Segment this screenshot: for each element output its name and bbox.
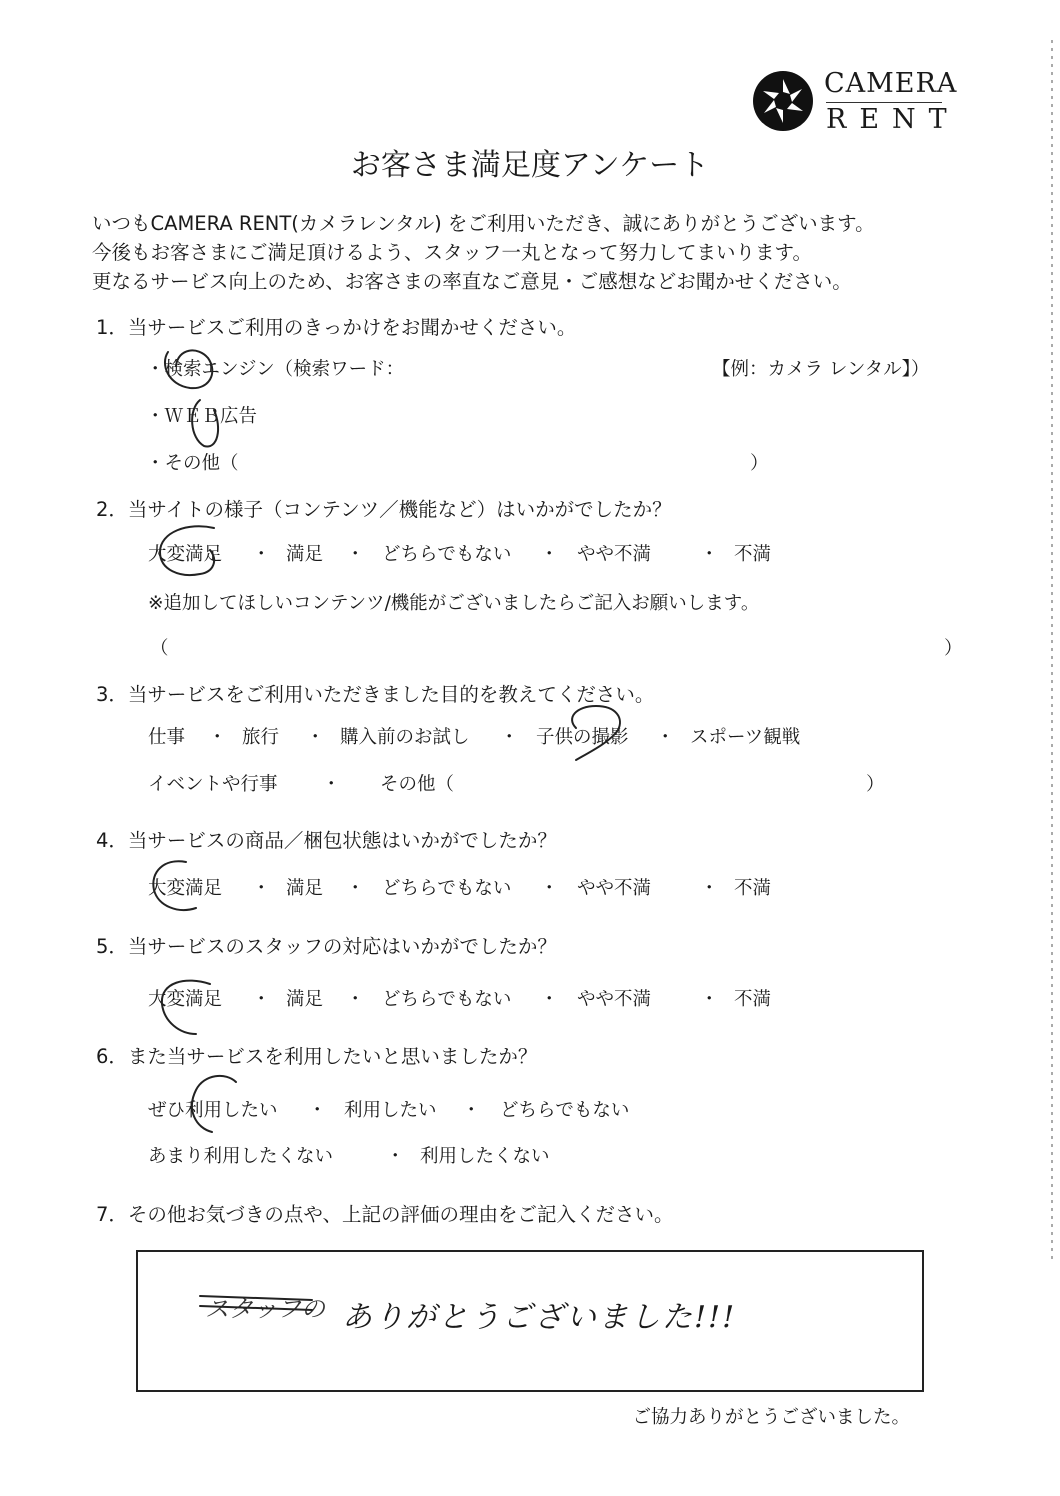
q1-other-close: ） xyxy=(750,453,769,474)
q4-option-dissatisfied[interactable]: 不満 xyxy=(734,878,772,899)
separator: ・ xyxy=(540,544,559,565)
separator: ・ xyxy=(322,774,341,795)
logo-divider xyxy=(826,102,942,103)
q2-option-very-satisfied[interactable]: 大変満足 xyxy=(148,544,223,565)
intro-line-2: 今後もお客さまにご満足頂けるよう、スタッフ一丸となって努力してまいります。 xyxy=(92,241,812,264)
q4-option-somewhat-dissatisfied[interactable]: やや不満 xyxy=(577,878,652,899)
closing-message: ご協力ありがとうございました。 xyxy=(632,1407,910,1428)
q6-option-rather-not[interactable]: あまり利用したくない xyxy=(148,1146,334,1167)
q3-option-travel[interactable]: 旅行 xyxy=(242,727,280,748)
separator: ・ xyxy=(386,1146,405,1167)
q6-option-definitely[interactable]: ぜひ利用したい xyxy=(148,1100,278,1121)
q3-option-other[interactable]: その他（ xyxy=(380,774,455,795)
q5-option-dissatisfied[interactable]: 不満 xyxy=(734,989,772,1010)
q3-option-child-photo[interactable]: 子供の撮影 xyxy=(536,727,629,748)
page-title: お客さま満足度アンケート xyxy=(350,148,710,183)
separator: ・ xyxy=(462,1100,481,1121)
q1-option-web-ad[interactable]: ・ＷＥＢ広告 xyxy=(146,406,258,427)
separator: ・ xyxy=(346,544,365,565)
q1-question: 1．当サービスご利用のきっかけをお聞かせください。 xyxy=(96,316,577,339)
separator: ・ xyxy=(656,727,675,748)
separator: ・ xyxy=(306,727,325,748)
q2-note: ※追加してほしいコンテンツ/機能がございましたらご記入お願いします。 xyxy=(148,593,760,614)
separator: ・ xyxy=(308,1100,327,1121)
q5-option-neutral[interactable]: どちらでもない xyxy=(382,989,512,1010)
q2-paren-close: ） xyxy=(944,638,963,659)
separator: ・ xyxy=(700,544,719,565)
separator: ・ xyxy=(700,989,719,1010)
q2-option-dissatisfied[interactable]: 不満 xyxy=(734,544,772,565)
q1-option-search-engine[interactable]: ・検索エンジン（検索ワード： xyxy=(146,359,405,380)
q5-question: 5．当サービスのスタッフの対応はいかがでしたか？ xyxy=(96,935,557,958)
separator: ・ xyxy=(208,727,227,748)
q2-option-neutral[interactable]: どちらでもない xyxy=(382,544,512,565)
q7-question: 7．その他お気づきの点や、上記の評価の理由をご記入ください。 xyxy=(96,1203,674,1226)
separator: ・ xyxy=(540,878,559,899)
q1-example: 【例：カメラ レンタル】） xyxy=(712,359,930,380)
q6-question: 6．また当サービスを利用したいと思いましたか？ xyxy=(96,1045,538,1068)
q2-option-satisfied[interactable]: 満足 xyxy=(286,544,324,565)
separator: ・ xyxy=(540,989,559,1010)
q2-paren-open: （ xyxy=(150,638,169,659)
q5-option-very-satisfied[interactable]: 大変満足 xyxy=(148,989,223,1010)
q3-other-close: ） xyxy=(866,774,885,795)
separator: ・ xyxy=(500,727,519,748)
q3-option-sports[interactable]: スポーツ観戦 xyxy=(690,727,801,748)
q4-option-very-satisfied[interactable]: 大変満足 xyxy=(148,878,223,899)
q3-question: 3．当サービスをご利用いただきました目的を教えてください。 xyxy=(96,683,655,706)
q2-option-somewhat-dissatisfied[interactable]: やや不満 xyxy=(577,544,652,565)
separator: ・ xyxy=(346,878,365,899)
q3-option-work[interactable]: 仕事 xyxy=(148,727,186,748)
q4-question: 4．当サービスの商品／梱包状態はいかがでしたか？ xyxy=(96,829,557,852)
q6-option-yes[interactable]: 利用したい xyxy=(344,1100,437,1121)
q4-option-neutral[interactable]: どちらでもない xyxy=(382,878,512,899)
q5-option-somewhat-dissatisfied[interactable]: やや不満 xyxy=(577,989,652,1010)
separator: ・ xyxy=(700,878,719,899)
q1-option-other[interactable]: ・その他（ xyxy=(146,453,239,474)
q4-option-satisfied[interactable]: 満足 xyxy=(286,878,324,899)
handwritten-comment: ありがとうございました!!! xyxy=(342,1300,737,1335)
q3-option-event[interactable]: イベントや行事 xyxy=(148,774,278,795)
separator: ・ xyxy=(252,544,271,565)
logo-text-rent: RENT xyxy=(826,104,960,135)
q3-option-trial[interactable]: 購入前のお試し xyxy=(340,727,470,748)
q6-option-neutral[interactable]: どちらでもない xyxy=(500,1100,630,1121)
q5-option-satisfied[interactable]: 満足 xyxy=(286,989,324,1010)
intro-line-1: いつもCAMERA RENT(カメラレンタル) をご利用いただき、誠にありがとうございます。 xyxy=(92,212,875,235)
q2-question: 2．当サイトの様子（コンテンツ／機能など）はいかがでしたか？ xyxy=(96,498,672,521)
q6-option-no[interactable]: 利用したくない xyxy=(420,1146,550,1167)
logo-text-camera: CAMERA xyxy=(824,68,958,99)
separator: ・ xyxy=(346,989,365,1010)
intro-line-3: 更なるサービス向上のため、お客さまの率直なご意見・ご感想などお聞かせください。 xyxy=(92,270,852,293)
separator: ・ xyxy=(252,989,271,1010)
separator: ・ xyxy=(252,878,271,899)
struck-out-handwriting: スタッフの xyxy=(205,1295,325,1323)
camera-rent-logo-icon xyxy=(752,70,814,132)
